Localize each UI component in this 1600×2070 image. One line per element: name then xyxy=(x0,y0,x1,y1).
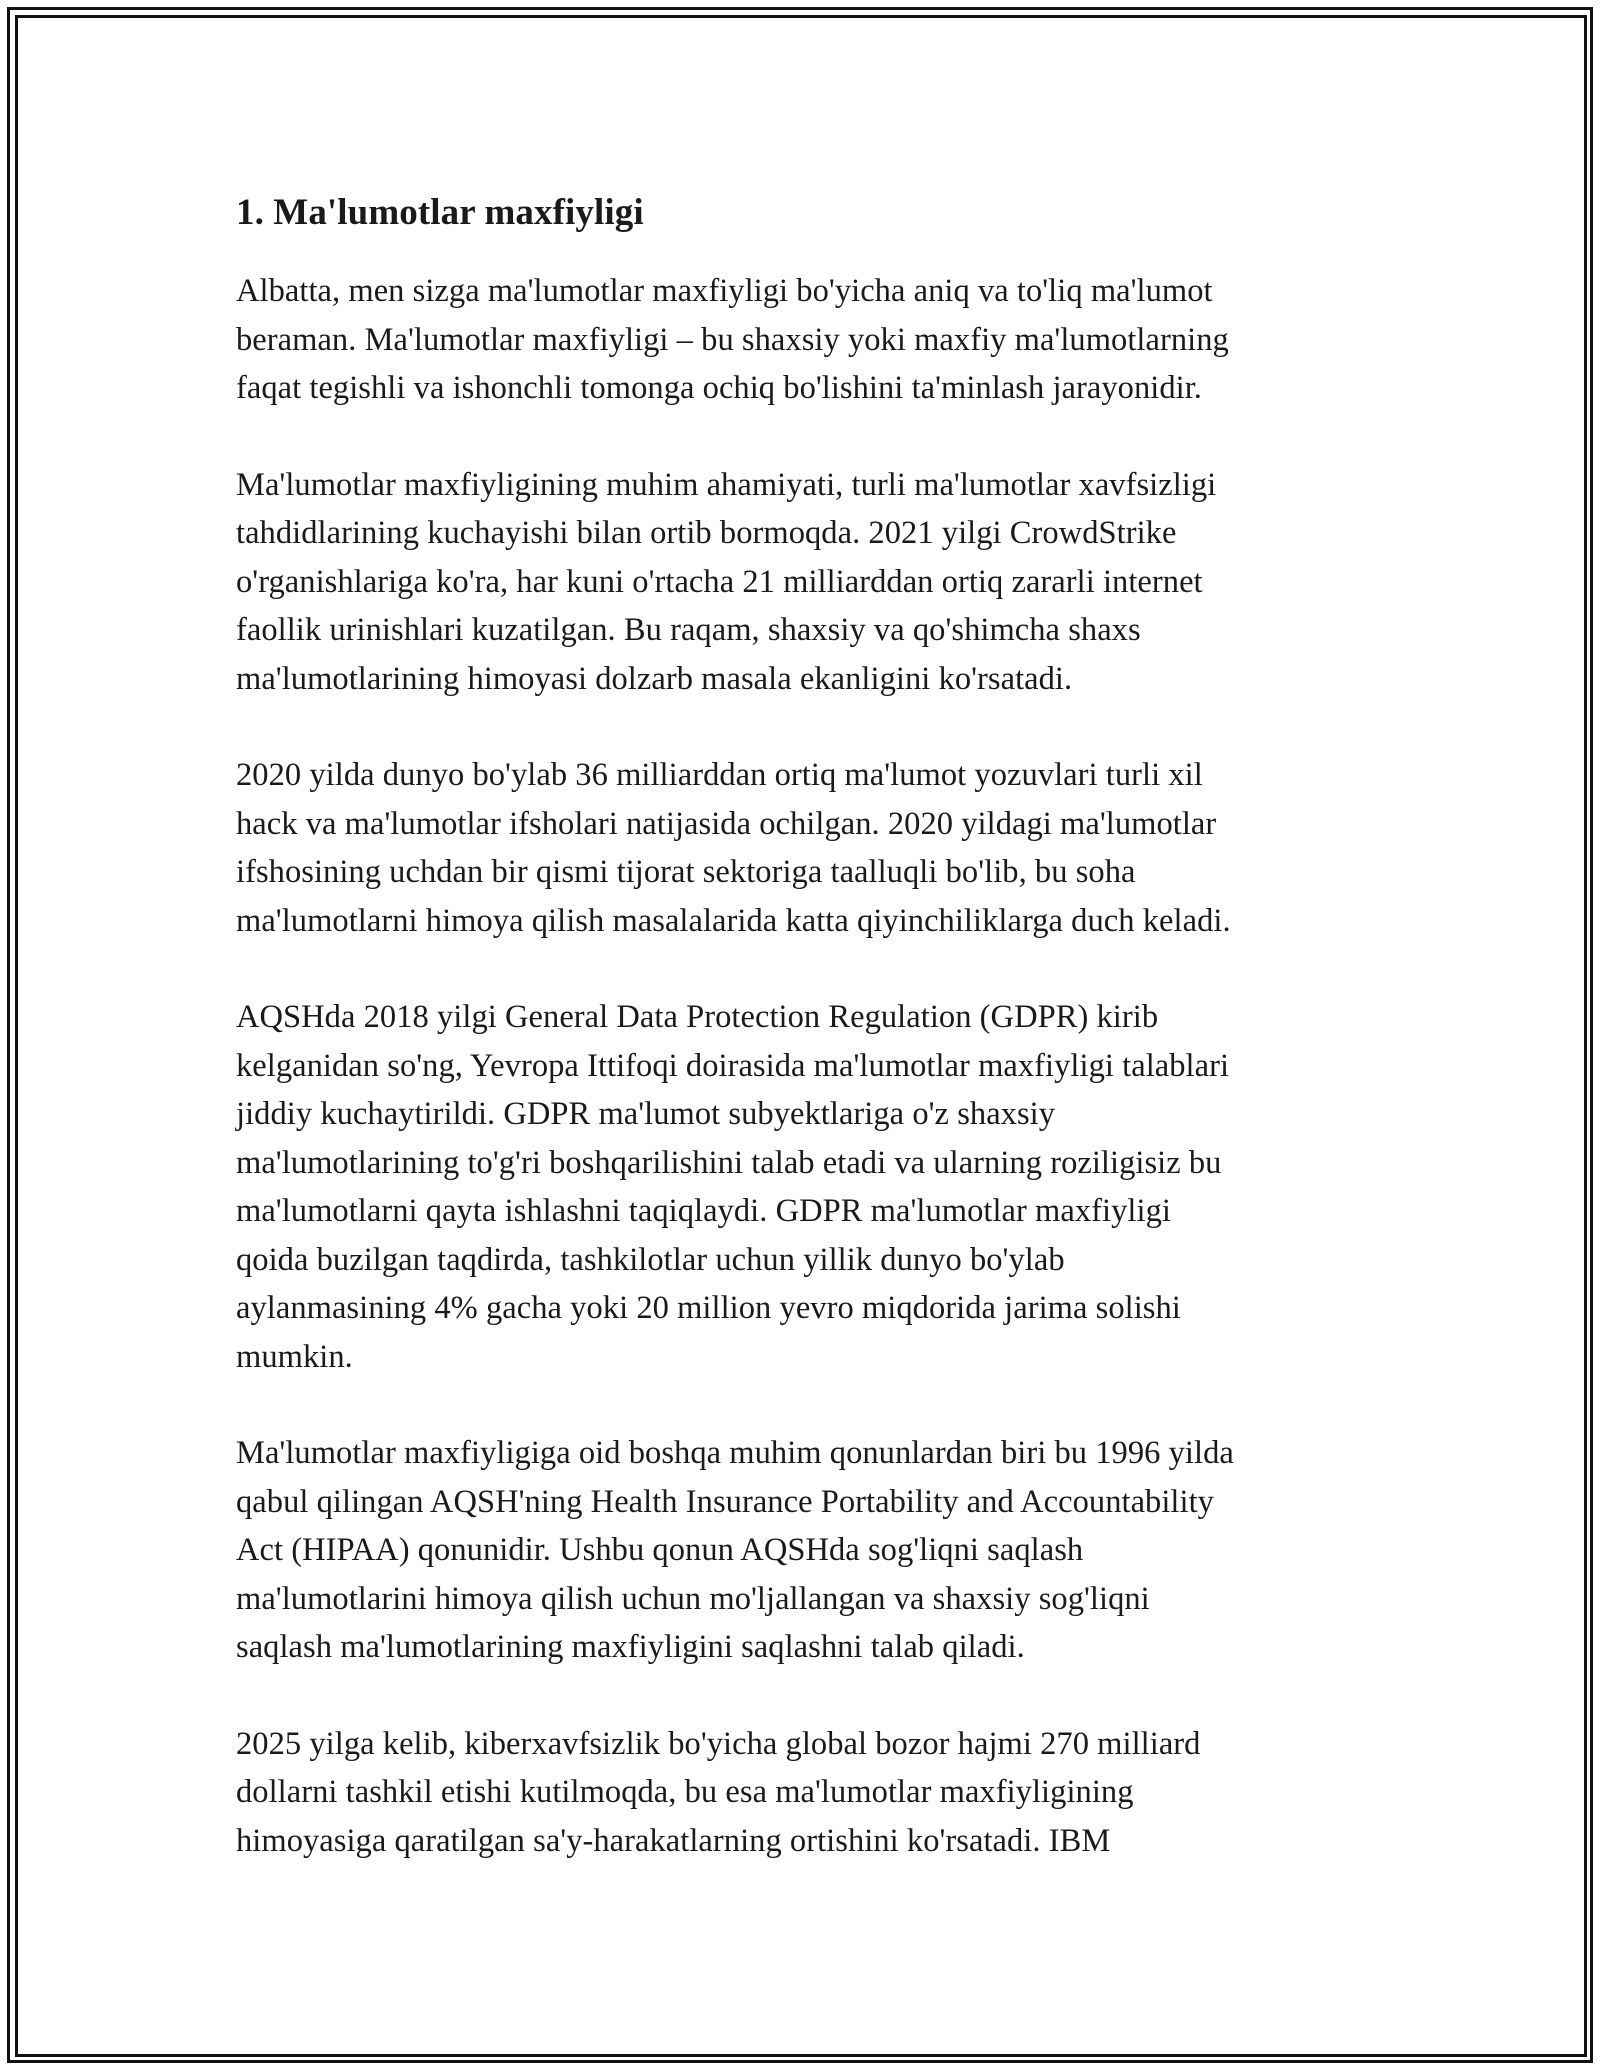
paragraph-line: Ma'lumotlar maxfiyligiga oid boshqa muhim qonunlardan biri bu 1996 yilda xyxy=(236,1435,1234,1471)
paragraph-line: qabul qilingan AQSH'ning Health Insurance Portability and Accountability xyxy=(236,1483,1214,1520)
paragraph-importance xyxy=(236,461,1376,704)
paragraph-intro xyxy=(236,267,1376,413)
paragraph-line: ma'lumotlarining himoyasi dolzarb masala ekanligini ko'rsatadi. xyxy=(236,660,1073,697)
paragraph-line: Ma'lumotlar maxfiyligining muhim ahamiyati, turli ma'lumotlar xavfsizligi xyxy=(236,466,1217,503)
paragraph-line: mumkin. xyxy=(236,1338,353,1375)
paragraph-line: beraman. Ma'lumotlar maxfiyligi – bu shaxsiy yoki maxfiy ma'lumotlarning xyxy=(236,321,1229,358)
paragraph-line: ma'lumotlarining to'g'ri boshqarilishini talab etadi va ularning roziligisiz bu xyxy=(236,1144,1222,1181)
paragraph-line: tahdidlarining kuchayishi bilan ortib bormoqda. 2021 yilgi CrowdStrike xyxy=(236,515,1177,551)
section-heading: 1. Ma'lumotlar maxfiyligi xyxy=(236,192,644,233)
paragraph-line: ifshosining uchdan bir qismi tijorat sektoriga taalluqli bo'lib, bu soha xyxy=(236,854,1136,890)
paragraph-line: 2025 yilga kelib, kiberxavfsizlik bo'yicha global bozor hajmi 270 milliard xyxy=(236,1725,1201,1762)
paragraph-line: jiddiy kuchaytirildi. GDPR ma'lumot subyektlariga o'z shaxsiy xyxy=(236,1096,1056,1132)
paragraph-line: faollik urinishlari kuzatilgan. Bu raqam, shaxsiy va qo'shimcha shaxs xyxy=(236,612,1141,648)
paragraph-line: kelganidan so'ng, Yevropa Ittifoqi doirasida ma'lumotlar maxfiyligi talablari xyxy=(236,1047,1230,1084)
paragraph-line: dollarni tashkil etishi kutilmoqda, bu esa ma'lumotlar maxfiyligining xyxy=(236,1774,1134,1810)
paragraph-line: Act (HIPAA) qonunidir. Ushbu qonun AQSHda sog'liqni saqlash xyxy=(236,1532,1084,1568)
paragraph-line: o'rganishlariga ko'ra, har kuni o'rtacha 21 milliarddan ortiq zararli internet xyxy=(236,563,1203,600)
paragraph-line: saqlash ma'lumotlarining maxfiyligini saqlashni talab qiladi. xyxy=(236,1629,1025,1665)
paragraph-breaches xyxy=(236,751,1376,945)
paragraph-line: ma'lumotlarni himoya qilish masalalarida katta qiyinchiliklarga duch keladi. xyxy=(236,902,1231,939)
paragraph-line: faqat tegishli va ishonchli tomonga ochiq bo'lishini ta'minlash jarayonidir. xyxy=(236,370,1202,406)
paragraph-line: Albatta, men sizga ma'lumotlar maxfiyligi bo'yicha aniq va to'liq ma'lumot xyxy=(236,273,1213,309)
paragraph-line: hack va ma'lumotlar ifsholari natijasida ochilgan. 2020 yildagi ma'lumotlar xyxy=(236,805,1217,842)
document-page xyxy=(236,187,1376,1913)
paragraph-gdpr xyxy=(236,993,1376,1381)
paragraph-line: AQSHda 2018 yilgi General Data Protection Regulation (GDPR) kirib xyxy=(236,999,1159,1035)
paragraph-market xyxy=(236,1720,1376,1866)
paragraph-line: aylanmasining 4% gacha yoki 20 million yevro miqdorida jarima solishi xyxy=(236,1290,1181,1326)
paragraph-line: ma'lumotlarni qayta ishlashni taqiqlaydi. GDPR ma'lumotlar maxfiyligi xyxy=(236,1193,1171,1229)
paragraph-line: 2020 yilda dunyo bo'ylab 36 milliarddan ortiq ma'lumot yozuvlari turli xil xyxy=(236,757,1203,793)
paragraph-line: ma'lumotlarini himoya qilish uchun mo'ljallangan va shaxsiy sog'liqni xyxy=(236,1580,1150,1617)
paragraph-hipaa xyxy=(236,1429,1376,1672)
paragraph-line: himoyasiga qaratilgan sa'y-harakatlarning ortishini ko'rsatadi. IBM xyxy=(236,1822,1111,1859)
paragraph-line: qoida buzilgan taqdirda, tashkilotlar uchun yillik dunyo bo'ylab xyxy=(236,1241,1065,1278)
